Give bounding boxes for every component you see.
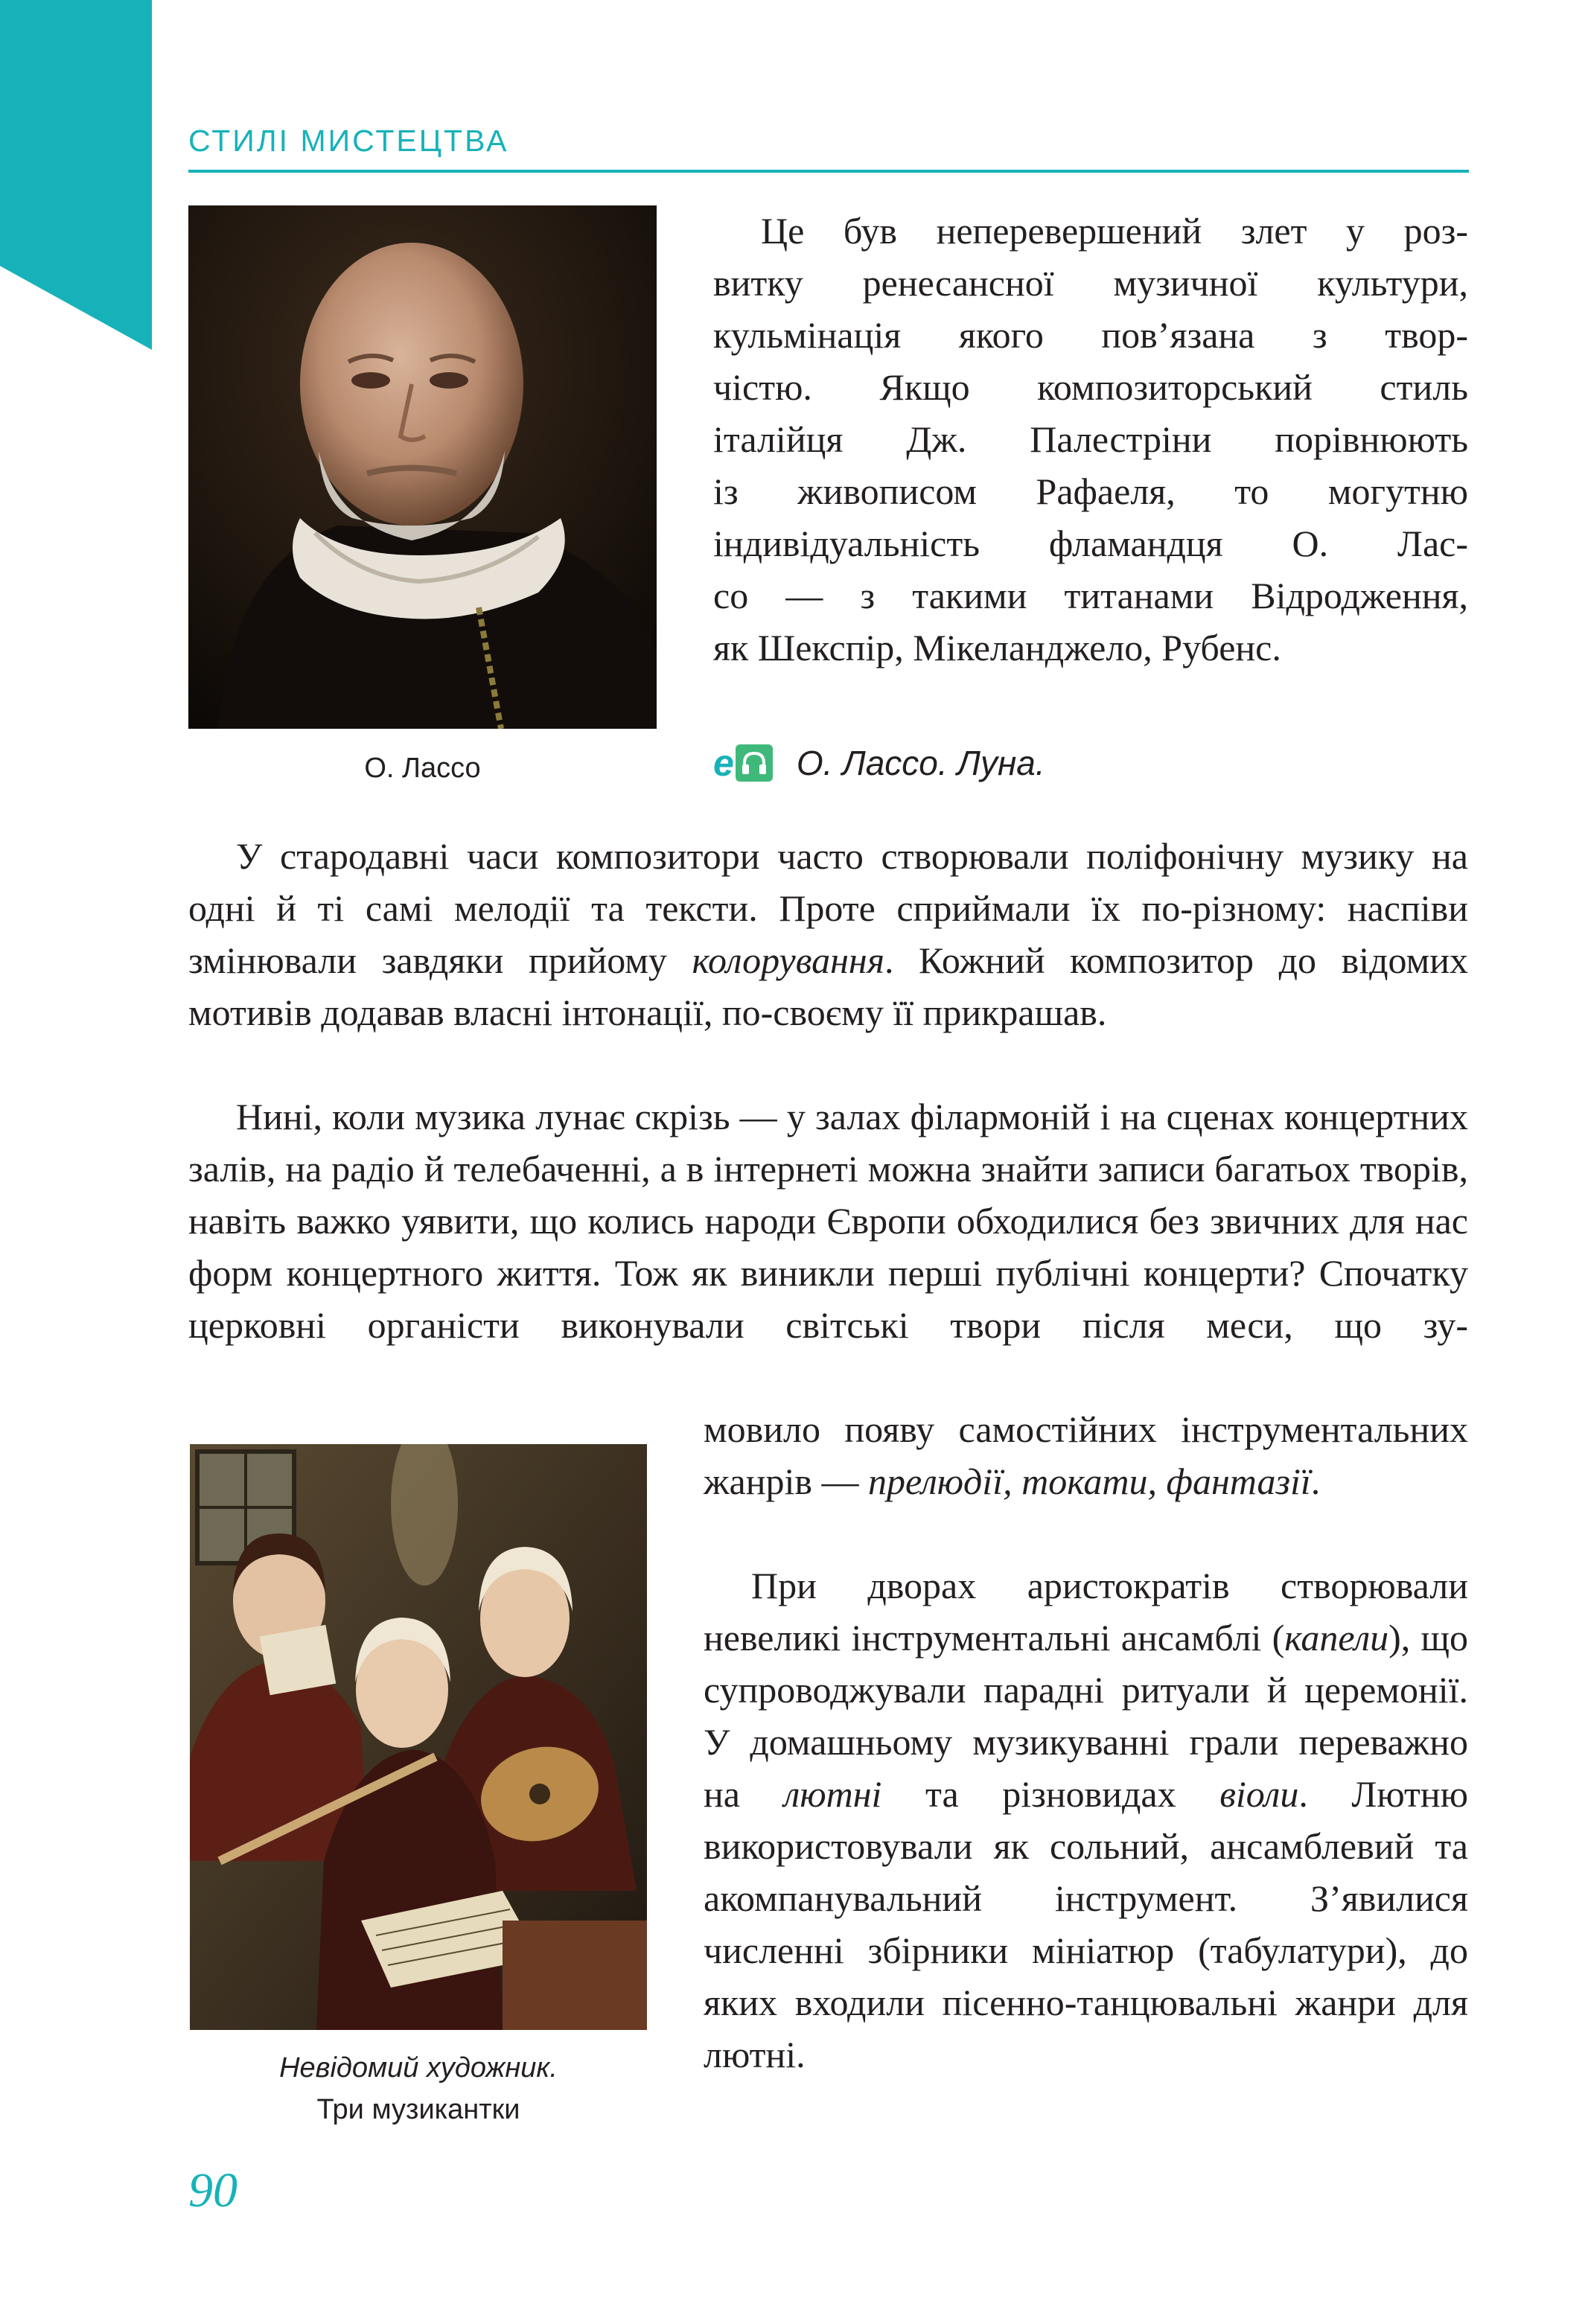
term-capella: капели xyxy=(1284,1617,1389,1659)
intro-line: Це був неперевершений злет у роз- xyxy=(761,210,1468,252)
paragraph-3-text: ), що супроводжували парадні ритуали й церемонії. У домашньому музикуванні грали переважно на xyxy=(704,1617,1468,1815)
headphones-icon xyxy=(736,744,773,782)
term-coloring: колорування xyxy=(692,939,884,981)
lasso-caption: О. Лассо xyxy=(364,753,481,784)
audio-resource[interactable] xyxy=(713,737,1045,789)
paragraph-2-cont-end: . xyxy=(1310,1461,1321,1502)
musicians-painting xyxy=(190,1444,647,2030)
intro-line: італійця Дж. Палестріни порівнюють xyxy=(713,418,1468,460)
intro-line: як Шекспір, Мікеланджело, Рубенс. xyxy=(713,627,1281,668)
paragraph-1 xyxy=(188,830,1468,1038)
intro-line: витку ренесансної музичної культури, xyxy=(713,262,1468,304)
paragraph-1-text-end: . Кожний композитор до відомих мотивів додавав власні інтонації, по-своєму її прикрашав. xyxy=(188,939,1468,1033)
audio-title: О. Лассо. Луна. xyxy=(796,744,1045,782)
intro-line: індивідуальність фламандця О. Лас- xyxy=(713,523,1468,564)
corner-accent xyxy=(0,0,152,350)
term-genres: прелюдії, токати, фантазії xyxy=(868,1461,1311,1502)
e-resource-icon: e xyxy=(713,742,734,784)
paragraph-3-text: та різновидах xyxy=(881,1773,1220,1815)
paragraph-3 xyxy=(704,1560,1468,2081)
paragraph-2: Нині, коли музика лунає скрізь — у залах філармоній і на сценах концертних залів, на радіо й телебаченні, а в інтернеті можна знайти записи багатьох творів, навіть важко уявити, що колись народи Європи обходилися без звичних для нас форм концертного життя. Тож як виникли перші публічні концерти? Спочатку церковні органісти виконували світські твори після меси, що зу- xyxy=(188,1096,1468,1346)
paragraph-2-continuation xyxy=(704,1403,1468,1507)
section-title: СТИЛІ МИСТЕЦТВА xyxy=(188,124,509,158)
intro-line: кульмінація якого пов’язана з твор- xyxy=(713,314,1468,356)
intro-line: із живописом Рафаеля, то могутню xyxy=(713,470,1468,512)
lasso-portrait xyxy=(188,205,657,729)
page-number: 90 xyxy=(188,2163,237,2218)
intro-line: чістю. Якщо композиторський стиль xyxy=(713,366,1468,408)
term-viol: віоли xyxy=(1219,1773,1299,1815)
title-rule xyxy=(188,170,1469,173)
paragraph-1-text: У стародавні часи композитори часто створювали поліфонічну музику на одні й ті самі мелодії та тексти. Проте сприймали їх по-різному: наспіви змінювали завдяки прийому xyxy=(188,835,1468,981)
caption-title: Три музикантки xyxy=(316,2094,520,2125)
paragraph-3-text: При дворах аристократів створювали невеликі інструментальні ансамблі ( xyxy=(704,1565,1468,1659)
intro-line: со — з такими титанами Відродження, xyxy=(713,575,1468,616)
paragraph-2-cont-text: мовило появу самостійних інструментальних жанрів — xyxy=(704,1408,1468,1502)
musicians-caption xyxy=(190,2047,647,2130)
caption-author: Невідомий художник. xyxy=(279,2052,558,2084)
term-lute: лютні xyxy=(783,1773,882,1815)
paragraph-3-text: . Лютню використовували як сольний, ансамблевий та акомпанувальний інструмент. З’явилися численні збірники мініатюр (табулатури), до яких входили пісенно-танцювальні жанри для лютні. xyxy=(704,1773,1468,2075)
